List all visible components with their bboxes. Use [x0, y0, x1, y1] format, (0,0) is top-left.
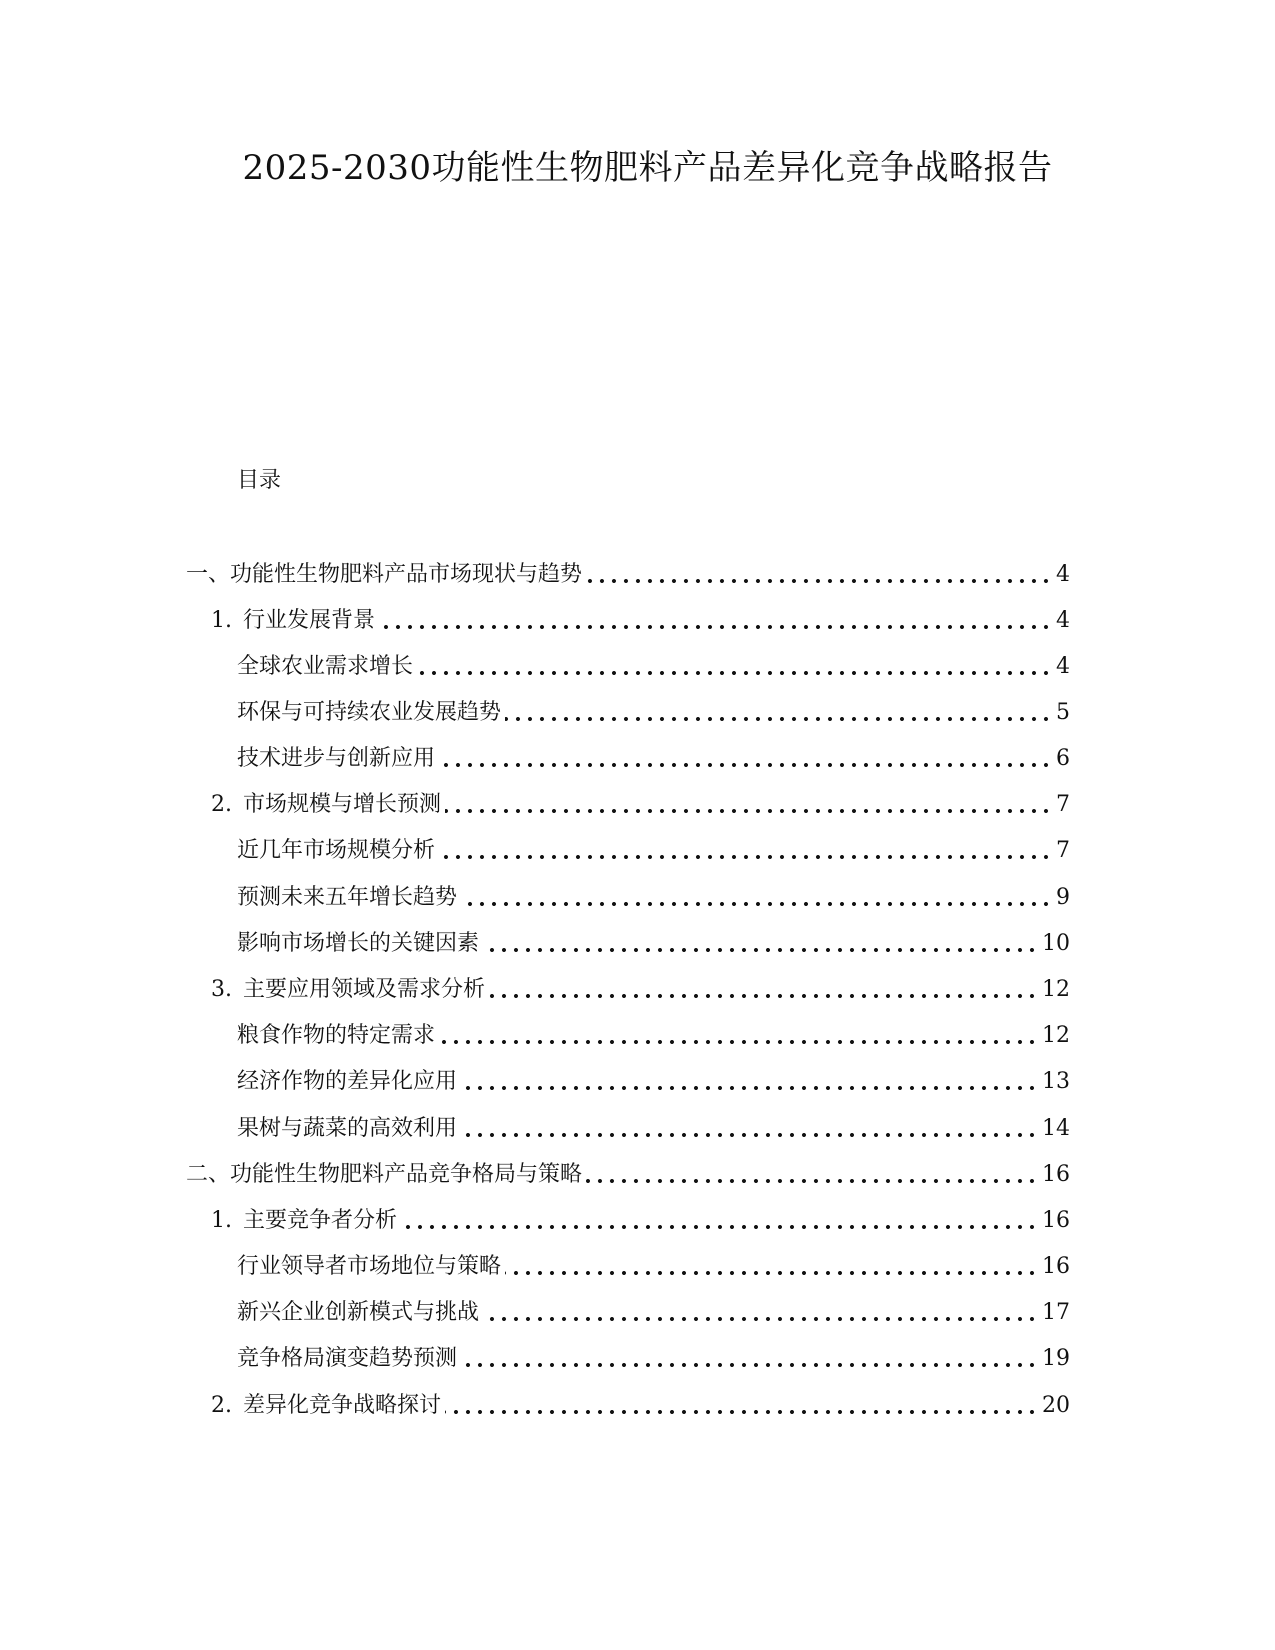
toc-entry[interactable] [237, 1067, 1070, 1097]
toc-entry-label: 果树与蔬菜的高效利用 [237, 1116, 458, 1141]
toc-entry-label: 预测未来五年增长趋势 [237, 885, 458, 910]
toc-entry-label: 主要竞争者分析 [243, 1208, 398, 1233]
toc-entry[interactable] [186, 1160, 1070, 1190]
toc-entry[interactable] [237, 1344, 1070, 1374]
document-title: 2025-2030功能性生物肥料产品差异化竞争战略报告 [242, 148, 1053, 188]
toc-entry-page: 9 [1056, 885, 1070, 910]
dot-leader [586, 579, 1052, 583]
dot-leader [439, 763, 1052, 767]
toc-entry[interactable] [237, 1021, 1070, 1051]
dot-leader [445, 1410, 1038, 1414]
toc-entry-page: 5 [1056, 700, 1070, 725]
toc-entry[interactable] [211, 606, 1070, 636]
toc-entry[interactable] [237, 698, 1070, 728]
toc-entry-number: 1. [211, 608, 232, 633]
dot-leader [461, 1363, 1038, 1367]
toc-entry-label: 功能性生物肥料产品竞争格局与策略 [230, 1162, 583, 1187]
toc-entry-page: 14 [1042, 1116, 1070, 1141]
toc-entry-page: 4 [1056, 654, 1070, 679]
dot-leader [461, 902, 1052, 906]
toc-entry-label: 技术进步与创新应用 [237, 746, 436, 771]
toc-entry-label: 新兴企业创新模式与挑战 [237, 1300, 480, 1325]
dot-leader [586, 1179, 1038, 1183]
toc-entry-number: 二、 [186, 1162, 231, 1187]
toc-entry-label: 市场规模与增长预测 [243, 792, 442, 817]
toc-entry-number: 2. [211, 792, 232, 817]
toc-entry-label: 近几年市场规模分析 [237, 838, 436, 863]
toc-entry-page: 16 [1042, 1254, 1070, 1279]
dot-leader [461, 1133, 1038, 1137]
toc-entry-label: 经济作物的差异化应用 [237, 1069, 458, 1094]
toc-entry[interactable] [237, 929, 1070, 959]
toc-entry-label: 全球农业需求增长 [237, 654, 414, 679]
toc-entry[interactable] [186, 560, 1070, 590]
toc-entry-label: 功能性生物肥料产品市场现状与趋势 [230, 562, 583, 587]
toc-entry[interactable] [237, 883, 1070, 913]
dot-leader [439, 855, 1052, 859]
dot-leader [379, 625, 1052, 629]
dot-leader [401, 1225, 1038, 1229]
dot-leader [483, 1317, 1038, 1321]
toc-entry-page: 12 [1042, 1023, 1070, 1048]
toc-entry-page: 13 [1042, 1069, 1070, 1094]
dot-leader [505, 1271, 1038, 1275]
toc-entry[interactable] [211, 1391, 1070, 1421]
toc-entry-page: 12 [1042, 977, 1070, 1002]
toc-entry-label: 主要应用领域及需求分析 [243, 977, 486, 1002]
dot-leader [417, 671, 1052, 675]
toc-entry-page: 17 [1042, 1300, 1070, 1325]
dot-leader [483, 948, 1038, 952]
dot-leader [461, 1086, 1038, 1090]
toc-entry-page: 6 [1056, 746, 1070, 771]
toc-entry-page: 10 [1042, 931, 1070, 956]
toc-entry-label: 粮食作物的特定需求 [237, 1023, 436, 1048]
toc-entry-label: 影响市场增长的关键因素 [237, 931, 480, 956]
toc-entry[interactable] [237, 1298, 1070, 1328]
toc-entry[interactable] [237, 836, 1070, 866]
toc-entry-page: 7 [1056, 792, 1070, 817]
toc-entry[interactable] [237, 744, 1070, 774]
dot-leader [445, 809, 1052, 813]
toc-entry-page: 4 [1056, 608, 1070, 633]
toc-entry-number: 1. [211, 1208, 232, 1233]
toc-entry[interactable] [237, 1114, 1070, 1144]
toc-entry[interactable] [237, 1252, 1070, 1282]
toc-entry-label: 环保与可持续农业发展趋势 [237, 700, 502, 725]
toc-entry-label: 竞争格局演变趋势预测 [237, 1346, 458, 1371]
toc-entry-number: 2. [211, 1393, 232, 1418]
toc-entry-number: 一、 [186, 562, 231, 587]
toc-entry-label: 差异化竞争战略探讨 [243, 1393, 442, 1418]
toc-entry-page: 7 [1056, 838, 1070, 863]
toc-entry-page: 16 [1042, 1208, 1070, 1233]
toc-entry-number: 3. [211, 977, 232, 1002]
toc-entry[interactable] [211, 975, 1070, 1005]
dot-leader [489, 994, 1038, 998]
toc-entry[interactable] [211, 790, 1070, 820]
toc-entry-label: 行业发展背景 [243, 608, 376, 633]
toc-entry-page: 4 [1056, 562, 1070, 587]
dot-leader [505, 717, 1052, 721]
toc-entry[interactable] [237, 652, 1070, 682]
dot-leader [439, 1040, 1038, 1044]
toc-entry-label: 行业领导者市场地位与策略 [237, 1254, 502, 1279]
toc-entry-page: 16 [1042, 1162, 1070, 1187]
toc-entry-page: 19 [1042, 1346, 1070, 1371]
toc-heading: 目录 [237, 468, 282, 493]
toc-entry-page: 20 [1042, 1393, 1070, 1418]
toc-entry[interactable] [211, 1206, 1070, 1236]
